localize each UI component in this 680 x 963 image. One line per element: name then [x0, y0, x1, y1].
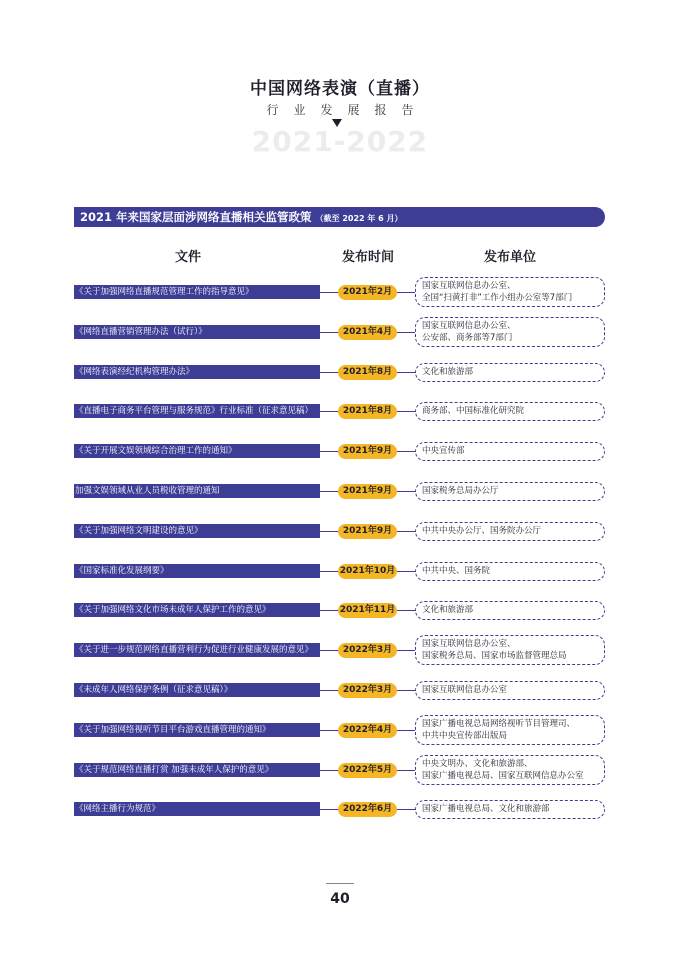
- policy-issuer: [415, 402, 605, 421]
- policy-issuer: [415, 482, 605, 501]
- issuer-line: 中央文明办、文化和旅游部、: [422, 759, 533, 769]
- policy-document: 《网络表演经纪机构管理办法》: [74, 365, 320, 379]
- issuer-line: 国家互联网信息办公室、: [422, 639, 516, 649]
- policy-issuer: [415, 363, 605, 382]
- page-number: 40: [330, 891, 350, 907]
- policy-issuer: [415, 562, 605, 581]
- issuer-line: 中央宣传部: [422, 446, 465, 456]
- issuer-line: 国家税务总局、国家市场监督管理总局: [422, 651, 567, 661]
- issuer-line: 中共中央办公厅、国务院办公厅: [422, 526, 542, 536]
- policy-document: 《关于进一步规范网络直播营利行为促进行业健康发展的意见》: [74, 643, 320, 657]
- policy-date: 2021年4月: [338, 325, 397, 340]
- report-subtitle: 行业发展报告: [266, 103, 429, 117]
- policy-date: 2021年9月: [338, 484, 397, 499]
- policy-date: 2022年4月: [338, 723, 397, 738]
- policy-document: 《网络直播营销管理办法（试行）》: [74, 325, 320, 339]
- policy-document: 《关于规范网络直播打赏 加强未成年人保护的意见》: [74, 763, 320, 777]
- policy-issuer: [415, 442, 605, 461]
- policy-date: 2021年9月: [338, 444, 397, 459]
- policy-document: 《直播电子商务平台管理与服务规范》行业标准（征求意见稿）: [74, 404, 320, 418]
- column-header-unit: 发布单位: [483, 250, 536, 265]
- policy-date: 2022年5月: [338, 763, 397, 778]
- issuer-line: 文化和旅游部: [422, 605, 474, 615]
- policy-document: 《关于加强网络文明建设的意见》: [74, 524, 320, 538]
- report-title: 中国网络表演（直播）: [250, 79, 430, 99]
- policy-document: 加强文娱领域从业人员税收管理的通知: [74, 484, 320, 498]
- policy-document: 《关于加强网络视听节目平台游戏直播管理的通知》: [74, 723, 320, 737]
- issuer-line: 文化和旅游部: [422, 367, 474, 377]
- column-header-file: 文件: [174, 250, 201, 265]
- policy-document: 《国家标准化发展纲要》: [74, 564, 320, 578]
- issuer-line: 国家税务总局办公厅: [422, 486, 499, 496]
- issuer-line: 国家广播电视总局网络视听节目管理司、: [422, 719, 576, 729]
- policy-issuer: [415, 681, 605, 700]
- issuer-line: 全国“扫黄打非”工作小组办公室等7部门: [422, 293, 573, 303]
- policy-date: 2021年8月: [338, 404, 397, 419]
- issuer-line: 公安部、商务部等7部门: [422, 333, 513, 343]
- issuer-line: 国家广播电视总局、文化和旅游部: [422, 804, 550, 814]
- issuer-line: 中共中央宣传部出版局: [422, 731, 508, 741]
- policy-document: 《未成年人网络保护条例（征求意见稿）》: [74, 683, 320, 697]
- policy-issuer: [415, 715, 605, 745]
- issuer-line: 中共中央、国务院: [422, 566, 491, 576]
- policy-date: 2021年10月: [338, 564, 397, 579]
- policy-document: 《关于加强网络直播规范管理工作的指导意见》: [74, 285, 320, 299]
- policy-document: 《关于开展文娱领域综合治理工作的通知》: [74, 444, 320, 458]
- issuer-line: 国家广播电视总局、国家互联网信息办公室: [422, 771, 584, 781]
- column-header-date: 发布时间: [341, 250, 394, 265]
- section-banner: [74, 207, 605, 227]
- page-number-rule: [326, 883, 354, 884]
- banner-title: 2021 年来国家层面涉网络直播相关监管政策: [80, 210, 312, 224]
- policy-issuer: [415, 277, 605, 307]
- policy-issuer: [415, 800, 605, 819]
- policy-date: 2022年3月: [338, 643, 397, 658]
- issuer-line: 国家互联网信息办公室: [422, 685, 508, 695]
- policy-issuer: [415, 317, 605, 347]
- policy-date: 2021年2月: [338, 285, 397, 300]
- policy-document: 《网络主播行为规范》: [74, 802, 320, 816]
- report-year: 2021-2022: [251, 125, 429, 158]
- issuer-line: 国家互联网信息办公室、: [422, 321, 516, 331]
- policy-issuer: [415, 755, 605, 785]
- policy-date: 2022年3月: [338, 683, 397, 698]
- issuer-line: 商务部、中国标准化研究院: [422, 406, 525, 416]
- policy-date: 2021年8月: [338, 365, 397, 380]
- policy-document: 《关于加强网络文化市场未成年人保护工作的意见》: [74, 603, 320, 617]
- policy-date: 2022年6月: [338, 802, 397, 817]
- issuer-line: 国家互联网信息办公室、: [422, 281, 516, 291]
- policy-date: 2021年9月: [338, 524, 397, 539]
- banner-note: （截至 2022 年 6 月）: [315, 214, 403, 223]
- policy-issuer: [415, 635, 605, 665]
- policy-issuer: [415, 601, 605, 620]
- policy-issuer: [415, 522, 605, 541]
- policy-date: 2021年11月: [338, 603, 397, 618]
